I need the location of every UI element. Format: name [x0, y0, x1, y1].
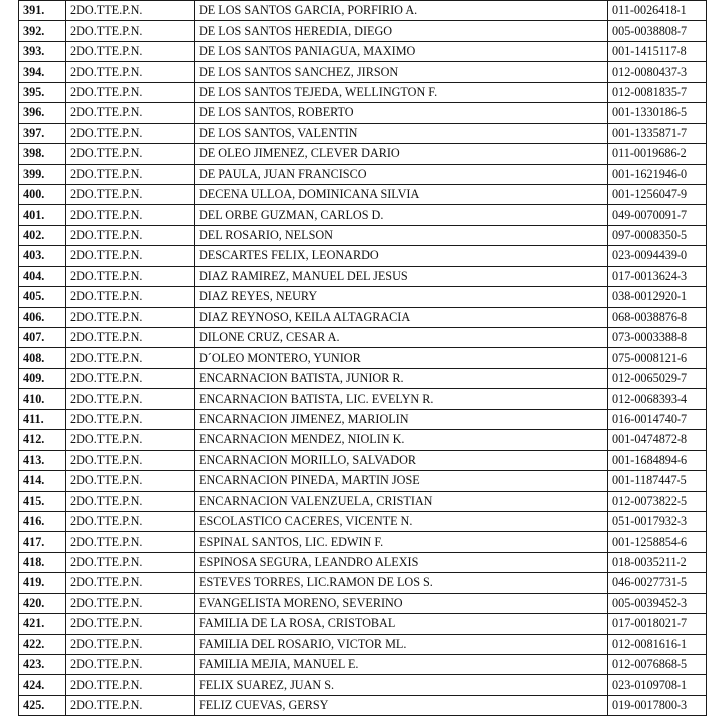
id-number-cell: 012-0076868-5 [608, 655, 707, 675]
id-number-cell: 049-0070091-7 [608, 205, 707, 225]
name-cell: DE LOS SANTOS TEJEDA, WELLINGTON F. [195, 82, 608, 102]
rank-cell: 2DO.TTE.P.N. [66, 655, 195, 675]
row-number: 421. [19, 614, 66, 634]
rank-cell: 2DO.TTE.P.N. [66, 103, 195, 123]
table-row [19, 511, 707, 531]
table-row [19, 103, 707, 123]
id-number-cell: 017-0018021-7 [608, 614, 707, 634]
name-cell: DE LOS SANTOS, VALENTIN [195, 123, 608, 143]
name-cell: D´OLEO MONTERO, YUNIOR [195, 348, 608, 368]
row-number: 412. [19, 430, 66, 450]
id-number-cell: 097-0008350-5 [608, 225, 707, 245]
name-cell: FELIX SUAREZ, JUAN S. [195, 675, 608, 695]
table-row [19, 307, 707, 327]
table-row [19, 655, 707, 675]
name-cell: DE LOS SANTOS HEREDIA, DIEGO [195, 21, 608, 41]
table-row [19, 532, 707, 552]
name-cell: DE PAULA, JUAN FRANCISCO [195, 164, 608, 184]
id-number-cell: 012-0073822-5 [608, 491, 707, 511]
row-number: 416. [19, 511, 66, 531]
rank-cell: 2DO.TTE.P.N. [66, 552, 195, 572]
rank-cell: 2DO.TTE.P.N. [66, 573, 195, 593]
table-row [19, 123, 707, 143]
rank-cell: 2DO.TTE.P.N. [66, 471, 195, 491]
table-row [19, 21, 707, 41]
row-number: 403. [19, 246, 66, 266]
name-cell: DE LOS SANTOS GARCIA, PORFIRIO A. [195, 1, 608, 21]
name-cell: FAMILIA MEJIA, MANUEL E. [195, 655, 608, 675]
name-cell: ESTEVES TORRES, LIC.RAMON DE LOS S. [195, 573, 608, 593]
id-number-cell: 051-0017932-3 [608, 511, 707, 531]
table-row [19, 164, 707, 184]
name-cell: DE LOS SANTOS SANCHEZ, JIRSON [195, 62, 608, 82]
name-cell: DEL ORBE GUZMAN, CARLOS D. [195, 205, 608, 225]
row-number: 402. [19, 225, 66, 245]
row-number: 399. [19, 164, 66, 184]
table-row [19, 593, 707, 613]
name-cell: ESPINAL SANTOS, LIC. EDWIN F. [195, 532, 608, 552]
rank-cell: 2DO.TTE.P.N. [66, 123, 195, 143]
row-number: 420. [19, 593, 66, 613]
name-cell: DE LOS SANTOS, ROBERTO [195, 103, 608, 123]
name-cell: ENCARNACION BATISTA, LIC. EVELYN R. [195, 389, 608, 409]
id-number-cell: 075-0008121-6 [608, 348, 707, 368]
row-number: 413. [19, 450, 66, 470]
table-row [19, 205, 707, 225]
id-number-cell: 012-0080437-3 [608, 62, 707, 82]
id-number-cell: 073-0003388-8 [608, 328, 707, 348]
rank-cell: 2DO.TTE.P.N. [66, 266, 195, 286]
table-row [19, 675, 707, 695]
table-row [19, 450, 707, 470]
row-number: 404. [19, 266, 66, 286]
id-number-cell: 023-0109708-1 [608, 675, 707, 695]
table-row [19, 695, 707, 715]
id-number-cell: 001-1621946-0 [608, 164, 707, 184]
rank-cell: 2DO.TTE.P.N. [66, 675, 195, 695]
table-row [19, 266, 707, 286]
row-number: 393. [19, 41, 66, 61]
rank-cell: 2DO.TTE.P.N. [66, 82, 195, 102]
table-row [19, 287, 707, 307]
name-cell: DE OLEO JIMENEZ, CLEVER DARIO [195, 144, 608, 164]
roster-body [19, 1, 707, 716]
id-number-cell: 012-0081835-7 [608, 82, 707, 102]
row-number: 414. [19, 471, 66, 491]
table-row [19, 471, 707, 491]
id-number-cell: 001-1335871-7 [608, 123, 707, 143]
rank-cell: 2DO.TTE.P.N. [66, 409, 195, 429]
rank-cell: 2DO.TTE.P.N. [66, 21, 195, 41]
id-number-cell: 038-0012920-1 [608, 287, 707, 307]
row-number: 401. [19, 205, 66, 225]
table-row [19, 552, 707, 572]
name-cell: ENCARNACION BATISTA, JUNIOR R. [195, 368, 608, 388]
row-number: 417. [19, 532, 66, 552]
name-cell: ENCARNACION VALENZUELA, CRISTIAN [195, 491, 608, 511]
row-number: 394. [19, 62, 66, 82]
id-number-cell: 001-1256047-9 [608, 184, 707, 204]
rank-cell: 2DO.TTE.P.N. [66, 368, 195, 388]
id-number-cell: 011-0026418-1 [608, 1, 707, 21]
id-number-cell: 068-0038876-8 [608, 307, 707, 327]
table-row [19, 82, 707, 102]
row-number: 398. [19, 144, 66, 164]
table-row [19, 368, 707, 388]
table-row [19, 409, 707, 429]
rank-cell: 2DO.TTE.P.N. [66, 491, 195, 511]
row-number: 392. [19, 21, 66, 41]
name-cell: DIAZ REYES, NEURY [195, 287, 608, 307]
row-number: 418. [19, 552, 66, 572]
row-number: 407. [19, 328, 66, 348]
rank-cell: 2DO.TTE.P.N. [66, 389, 195, 409]
name-cell: DIAZ REYNOSO, KEILA ALTAGRACIA [195, 307, 608, 327]
id-number-cell: 001-1187447-5 [608, 471, 707, 491]
row-number: 425. [19, 695, 66, 715]
rank-cell: 2DO.TTE.P.N. [66, 225, 195, 245]
name-cell: DILONE CRUZ, CESAR A. [195, 328, 608, 348]
table-row [19, 328, 707, 348]
id-number-cell: 046-0027731-5 [608, 573, 707, 593]
row-number: 409. [19, 368, 66, 388]
row-number: 397. [19, 123, 66, 143]
row-number: 405. [19, 287, 66, 307]
id-number-cell: 016-0014740-7 [608, 409, 707, 429]
personnel-roster-table [18, 0, 707, 716]
table-row [19, 614, 707, 634]
table-row [19, 430, 707, 450]
rank-cell: 2DO.TTE.P.N. [66, 532, 195, 552]
table-row [19, 41, 707, 61]
name-cell: FAMILIA DE LA ROSA, CRISTOBAL [195, 614, 608, 634]
id-number-cell: 012-0081616-1 [608, 634, 707, 654]
row-number: 396. [19, 103, 66, 123]
row-number: 410. [19, 389, 66, 409]
rank-cell: 2DO.TTE.P.N. [66, 246, 195, 266]
id-number-cell: 001-1415117-8 [608, 41, 707, 61]
rank-cell: 2DO.TTE.P.N. [66, 614, 195, 634]
name-cell: DEL ROSARIO, NELSON [195, 225, 608, 245]
row-number: 395. [19, 82, 66, 102]
id-number-cell: 001-1684894-6 [608, 450, 707, 470]
rank-cell: 2DO.TTE.P.N. [66, 144, 195, 164]
rank-cell: 2DO.TTE.P.N. [66, 287, 195, 307]
name-cell: DE LOS SANTOS PANIAGUA, MAXIMO [195, 41, 608, 61]
rank-cell: 2DO.TTE.P.N. [66, 307, 195, 327]
id-number-cell: 023-0094439-0 [608, 246, 707, 266]
name-cell: EVANGELISTA MORENO, SEVERINO [195, 593, 608, 613]
row-number: 400. [19, 184, 66, 204]
name-cell: ESPINOSA SEGURA, LEANDRO ALEXIS [195, 552, 608, 572]
table-row [19, 634, 707, 654]
id-number-cell: 012-0065029-7 [608, 368, 707, 388]
row-number: 424. [19, 675, 66, 695]
row-number: 419. [19, 573, 66, 593]
name-cell: DECENA ULLOA, DOMINICANA SILVIA [195, 184, 608, 204]
row-number: 406. [19, 307, 66, 327]
id-number-cell: 001-0474872-8 [608, 430, 707, 450]
table-row [19, 389, 707, 409]
rank-cell: 2DO.TTE.P.N. [66, 328, 195, 348]
table-row [19, 225, 707, 245]
id-number-cell: 018-0035211-2 [608, 552, 707, 572]
name-cell: ENCARNACION PINEDA, MARTIN JOSE [195, 471, 608, 491]
name-cell: ENCARNACION MORILLO, SALVADOR [195, 450, 608, 470]
row-number: 423. [19, 655, 66, 675]
rank-cell: 2DO.TTE.P.N. [66, 450, 195, 470]
name-cell: FELIZ CUEVAS, GERSY [195, 695, 608, 715]
row-number: 422. [19, 634, 66, 654]
rank-cell: 2DO.TTE.P.N. [66, 695, 195, 715]
id-number-cell: 011-0019686-2 [608, 144, 707, 164]
rank-cell: 2DO.TTE.P.N. [66, 634, 195, 654]
rank-cell: 2DO.TTE.P.N. [66, 41, 195, 61]
table-row [19, 246, 707, 266]
table-row [19, 184, 707, 204]
row-number: 408. [19, 348, 66, 368]
rank-cell: 2DO.TTE.P.N. [66, 164, 195, 184]
name-cell: DESCARTES FELIX, LEONARDO [195, 246, 608, 266]
rank-cell: 2DO.TTE.P.N. [66, 184, 195, 204]
row-number: 411. [19, 409, 66, 429]
table-row [19, 62, 707, 82]
table-row [19, 348, 707, 368]
rank-cell: 2DO.TTE.P.N. [66, 205, 195, 225]
rank-cell: 2DO.TTE.P.N. [66, 430, 195, 450]
name-cell: ENCARNACION MENDEZ, NIOLIN K. [195, 430, 608, 450]
id-number-cell: 012-0068393-4 [608, 389, 707, 409]
row-number: 415. [19, 491, 66, 511]
rank-cell: 2DO.TTE.P.N. [66, 593, 195, 613]
id-number-cell: 019-0017800-3 [608, 695, 707, 715]
table-row [19, 573, 707, 593]
rank-cell: 2DO.TTE.P.N. [66, 62, 195, 82]
row-number: 391. [19, 1, 66, 21]
table-row [19, 1, 707, 21]
rank-cell: 2DO.TTE.P.N. [66, 511, 195, 531]
name-cell: ESCOLASTICO CACERES, VICENTE N. [195, 511, 608, 531]
rank-cell: 2DO.TTE.P.N. [66, 348, 195, 368]
name-cell: FAMILIA DEL ROSARIO, VICTOR ML. [195, 634, 608, 654]
id-number-cell: 001-1330186-5 [608, 103, 707, 123]
name-cell: DIAZ RAMIREZ, MANUEL DEL JESUS [195, 266, 608, 286]
name-cell: ENCARNACION JIMENEZ, MARIOLIN [195, 409, 608, 429]
id-number-cell: 005-0038808-7 [608, 21, 707, 41]
id-number-cell: 001-1258854-6 [608, 532, 707, 552]
id-number-cell: 005-0039452-3 [608, 593, 707, 613]
id-number-cell: 017-0013624-3 [608, 266, 707, 286]
rank-cell: 2DO.TTE.P.N. [66, 1, 195, 21]
table-row [19, 144, 707, 164]
table-row [19, 491, 707, 511]
